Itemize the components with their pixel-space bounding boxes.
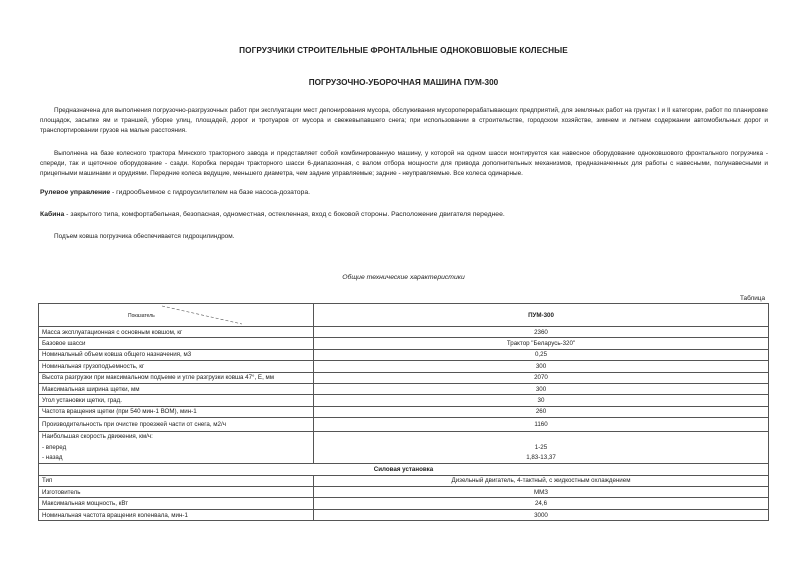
paragraph-design: Выполнена на базе колесного трактора Минского тракторного завода и представляет собой комбинированную машину, у которой на одном шасси монтируется как навесное оборудование одноковшового фронтального погрузчика - спереди, так и щеточное оборудование - сзади. Коробка передач тракторного шасси 6-диапазонная, с валом отбора мощности для привода дополнительных механизмов, предназначенных для работы с навесными, полунавесными и прицепными машинами и орудиями. Передние колеса ведущие, меньшего диаметра, чем задние управляемые; задние - неуправляемые. Все колеса одинарные. xyxy=(40,150,768,178)
row-name: Базовое шасси xyxy=(39,338,314,349)
section-power-unit: Силовая установка xyxy=(39,464,769,475)
paragraph-cabin xyxy=(40,210,768,220)
spec-table xyxy=(38,303,769,521)
table-header-row xyxy=(39,304,769,327)
row-value: 3000 xyxy=(314,509,769,520)
row-name: Номинальный объем ковша общего назначения, м3 xyxy=(39,349,314,360)
document-subtitle: ПОГРУЗОЧНО-УБОРОЧНАЯ МАШИНА ПУМ-300 xyxy=(308,78,499,87)
diagonal-line xyxy=(42,304,310,326)
table-row xyxy=(39,327,769,338)
steering-text: - гидрообъемное с гидроусилителем на базе насоса-дозатора. xyxy=(110,189,310,196)
row-value: 30 xyxy=(314,395,769,406)
table-row-speed xyxy=(39,432,769,464)
row-name: Угол установки щетки, град. xyxy=(39,395,314,406)
header-indicator-label: Показатель xyxy=(128,313,155,319)
row-name: Масса эксплуатационная с основным ковшом, кг xyxy=(39,327,314,338)
speed-label: Наибольшая скорость движения, км/ч: xyxy=(42,433,153,441)
table-row xyxy=(39,498,769,509)
row-name: Частота вращения щетки (при 540 мин-1 ВОМ), мин-1 xyxy=(39,406,314,417)
row-value: 2360 xyxy=(314,327,769,338)
row-value: Трактор "Беларусь-320" xyxy=(314,338,769,349)
table-caption: Общие технические характеристики xyxy=(342,274,465,281)
document-title: ПОГРУЗЧИКИ СТРОИТЕЛЬНЫЕ ФРОНТАЛЬНЫЕ ОДНОКОВШОВЫЕ КОЛЕСНЫЕ xyxy=(239,46,568,55)
row-name: Номинальная грузоподъемность, кг xyxy=(39,361,314,372)
steering-term: Рулевое управление xyxy=(40,189,111,196)
speed-names xyxy=(39,432,314,464)
table-row xyxy=(39,487,769,498)
row-value: ММЗ xyxy=(314,487,769,498)
header-model-cell: ПУМ-300 xyxy=(314,304,769,327)
row-value: 0,25 xyxy=(314,349,769,360)
row-name: Номинальная частота вращения коленвала, мин-1 xyxy=(39,509,314,520)
row-name: Тип xyxy=(39,475,314,486)
speed-back-value: 1,83-13,37 xyxy=(526,453,556,461)
row-name: Производительность при очистке проезжей части от снега, м2/ч xyxy=(39,418,314,432)
table-row xyxy=(39,418,769,432)
cabin-text: - закрытого типа, комфортабельная, безопасная, одноместная, остекленная, вход с боковой стороны. Расположение двигателя переднее. xyxy=(64,211,505,218)
row-value: Дизельный двигатель, 4-тактный, с жидкостным охлаждением xyxy=(314,475,769,486)
row-name: Изготовитель xyxy=(39,487,314,498)
table-row xyxy=(39,372,769,383)
row-name: Максимальная ширина щетки, мм xyxy=(39,383,314,394)
paragraph-purpose: Предназначена для выполнения погрузочно-разгрузочных работ при эксплуатации мест депонирования мусора, обслуживания мусороперерабатывающих предприятий, для земляных работ на грунтах I и II категории, работ по планировке площадок, засыпке ям и траншей, уборке улиц, площадей, дорог и тротуаров от мусора и свежевыпавшего снега; при использовании в строительстве, городском хозяйстве, зимнем и летнем содержании автомобильных дорог и транспортировании грузов на малые расстояния. xyxy=(40,107,768,135)
table-row xyxy=(39,361,769,372)
table-row xyxy=(39,383,769,394)
table-row xyxy=(39,406,769,417)
table-row xyxy=(39,475,769,486)
speed-back-label: - назад xyxy=(42,453,63,461)
row-value: 260 xyxy=(314,406,769,417)
table-row xyxy=(39,395,769,406)
speed-forward-label: - вперед xyxy=(42,443,67,451)
row-value: 300 xyxy=(314,361,769,372)
table-row xyxy=(39,338,769,349)
row-value: 1160 xyxy=(314,418,769,432)
row-name: Максимальная мощность, кВт xyxy=(39,498,314,509)
paragraph-bucket: Подъем ковша погрузчика обеспечивается гидроцилиндром. xyxy=(54,233,235,240)
paragraph-steering xyxy=(40,188,768,198)
table-row xyxy=(39,349,769,360)
row-value: 300 xyxy=(314,383,769,394)
header-indicator-cell xyxy=(39,304,314,327)
row-value: 24,6 xyxy=(314,498,769,509)
speed-forward-value: 1-25 xyxy=(534,443,548,451)
speed-values xyxy=(314,432,769,464)
row-name: Высота разгрузки при максимальном подъеме и угле разгрузки ковша 47°, Е, мм xyxy=(39,372,314,383)
table-row xyxy=(39,509,769,520)
cabin-term: Кабина xyxy=(40,211,65,218)
table-section-row xyxy=(39,464,769,475)
row-value: 2070 xyxy=(314,372,769,383)
table-label: Таблица xyxy=(739,295,765,302)
